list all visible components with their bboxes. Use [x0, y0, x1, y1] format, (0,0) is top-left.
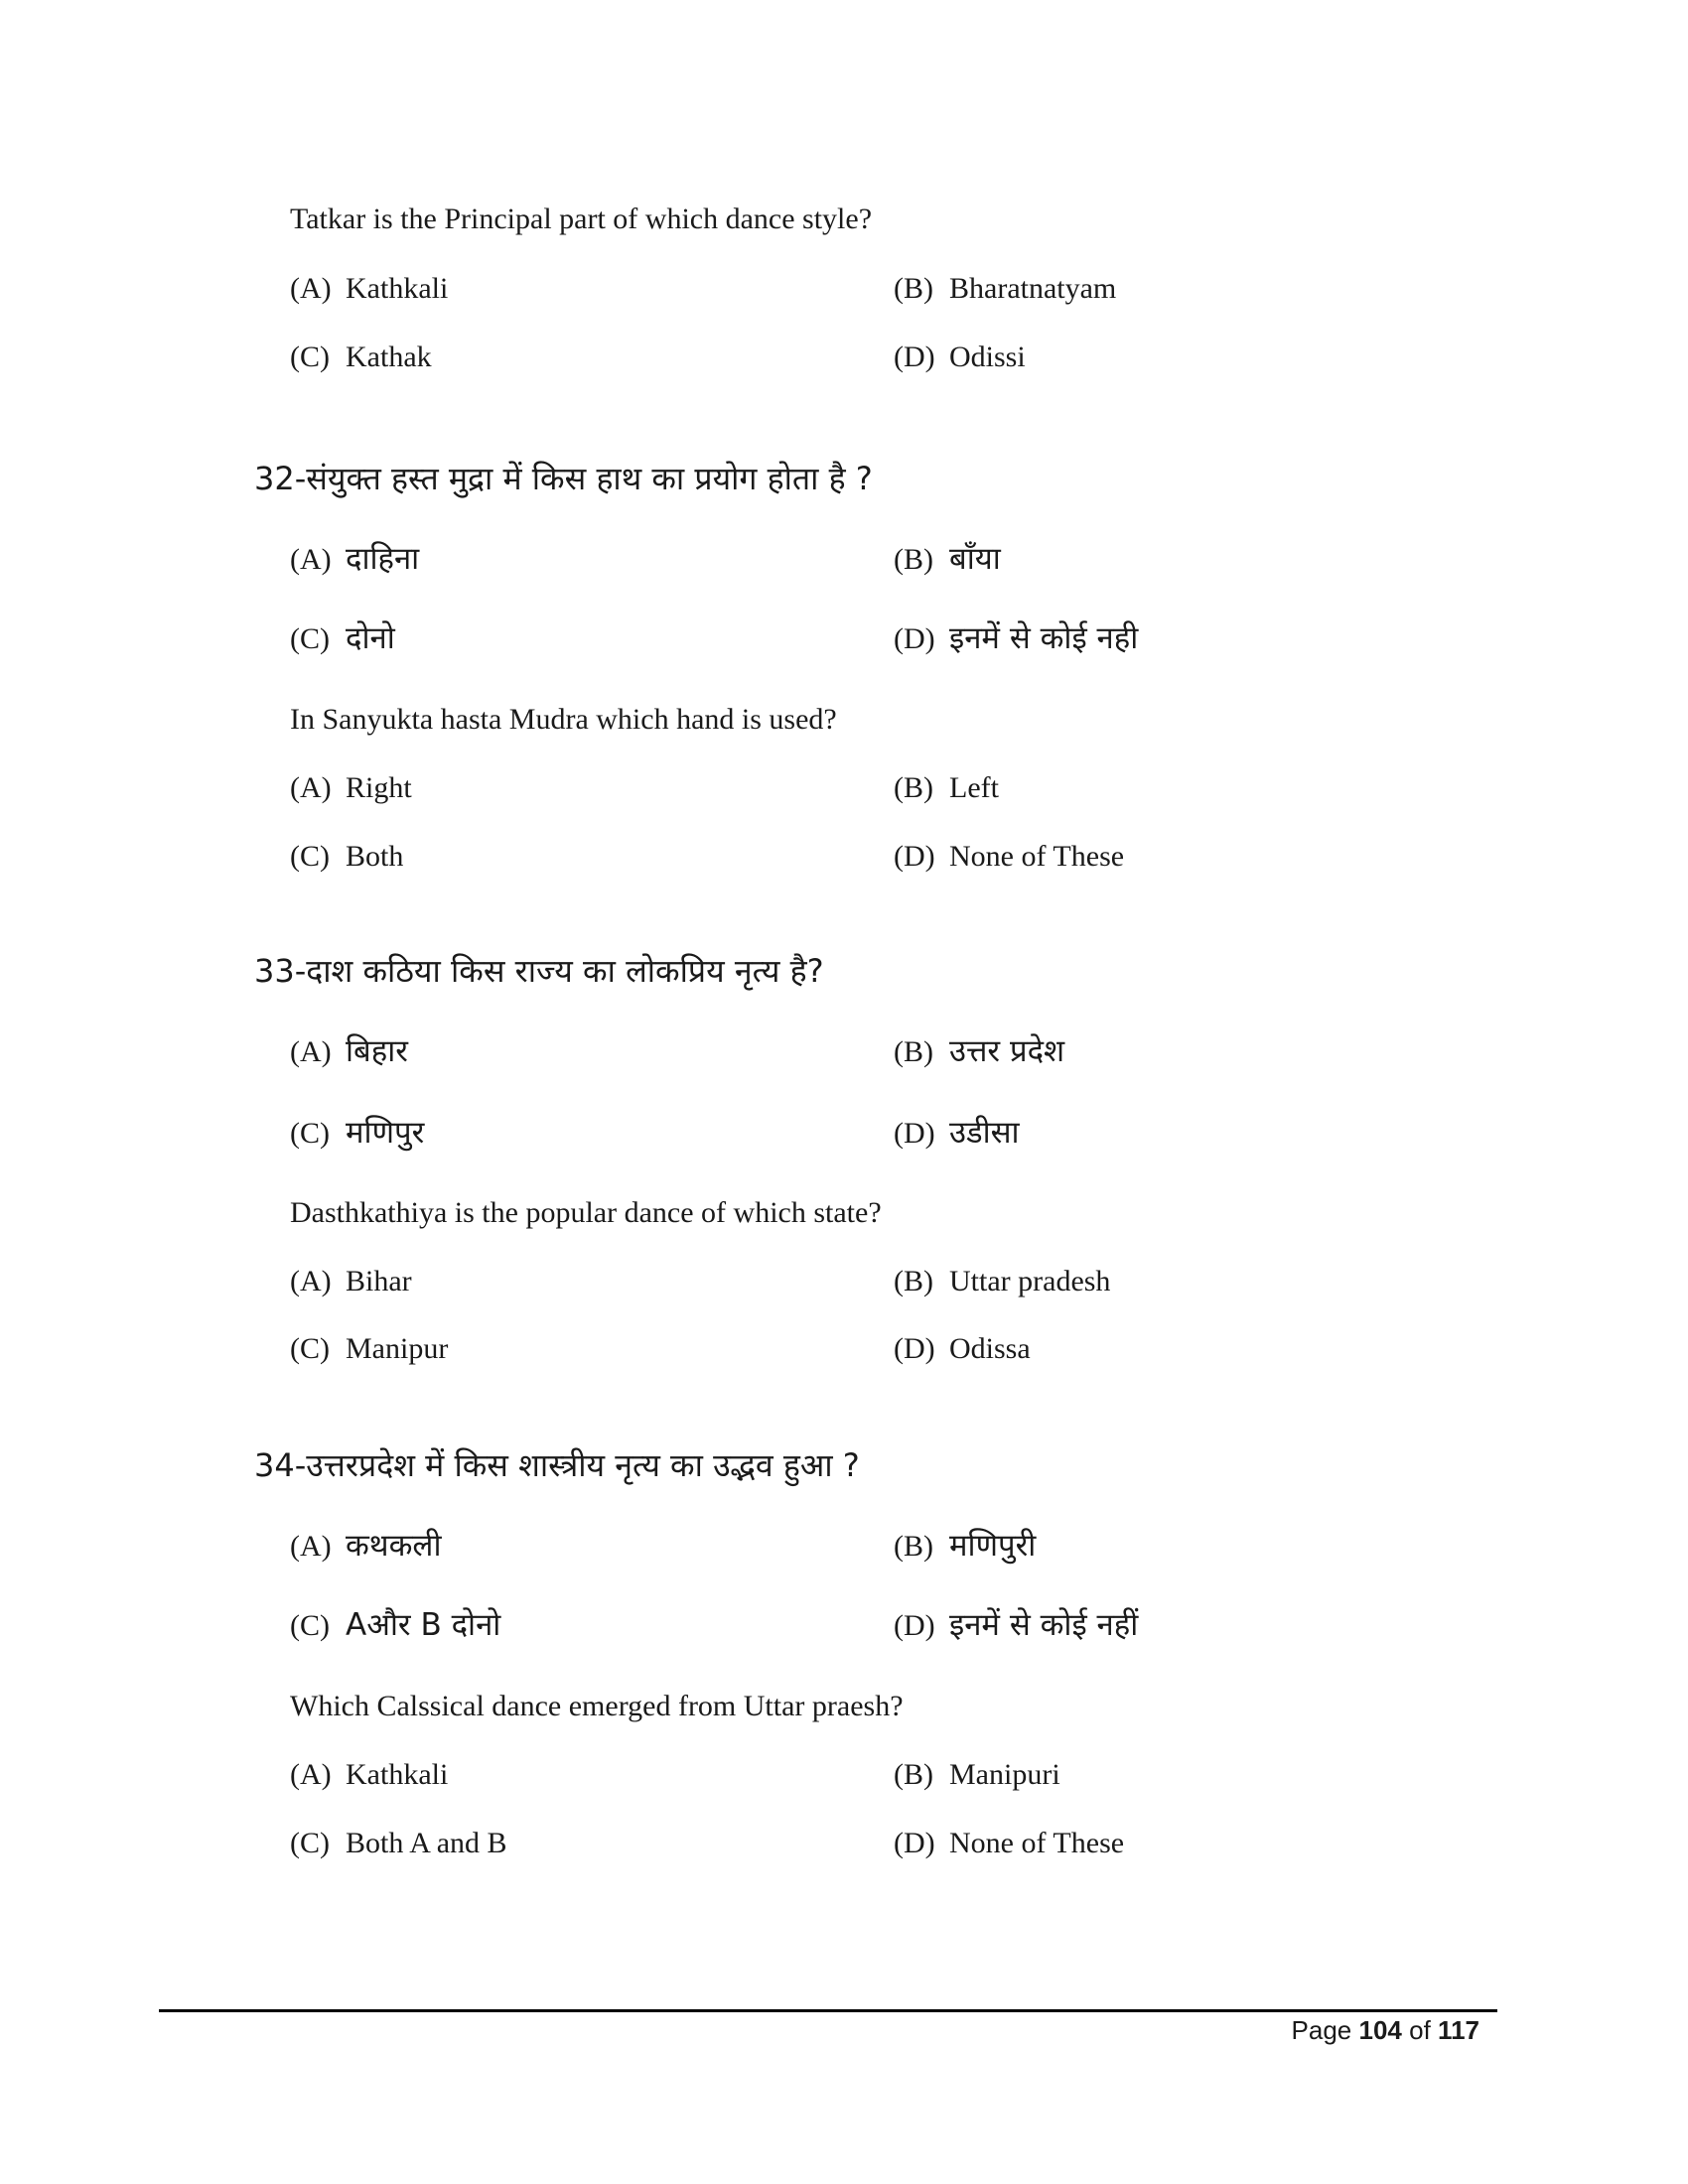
option-letter: (C)	[290, 1332, 330, 1365]
page-number	[1292, 2015, 1479, 2046]
option-text: Right	[346, 771, 412, 804]
option-letter: (D)	[894, 1332, 935, 1365]
option-text: Kathak	[346, 341, 432, 373]
option-c	[290, 842, 403, 872]
option-a	[290, 1267, 412, 1297]
option-letter: (D)	[894, 622, 935, 655]
option-letter: (A)	[290, 771, 332, 804]
option-letter: (A)	[290, 272, 332, 305]
page-label: Page	[1291, 2015, 1352, 2045]
option-text: Both	[346, 840, 404, 873]
question-text-hi: 33-दाश कठिया किस राज्य का लोकप्रिय नृत्य है?	[254, 952, 824, 990]
option-letter: (C)	[290, 840, 330, 873]
option-text: Kathkali	[346, 272, 449, 305]
question-text-hi: 34-उत्तरप्रदेश में किस शास्त्रीय नृत्य का उद्भव हुआ ?	[254, 1446, 860, 1484]
option-text: Aऔर B दोनो	[346, 1607, 501, 1643]
option-text: उडीसा	[949, 1115, 1020, 1151]
total-pages: 117	[1438, 2015, 1479, 2045]
option-d	[894, 1829, 1124, 1858]
option-b	[894, 1760, 1060, 1790]
option-text: उत्तर प्रदेश	[949, 1033, 1065, 1069]
option-text: मणिपुर	[346, 1115, 425, 1151]
question-text-en: Tatkar is the Principal part of which dance style?	[290, 203, 873, 235]
option-b	[894, 1267, 1110, 1297]
option-text: Uttar pradesh	[949, 1265, 1111, 1297]
option-a-hi	[290, 1528, 442, 1564]
option-text: Odissi	[949, 341, 1026, 373]
option-letter: (B)	[894, 272, 933, 305]
option-text: None of These	[949, 840, 1125, 873]
option-b	[894, 773, 999, 803]
option-letter: (B)	[894, 771, 933, 804]
option-b-hi	[894, 1528, 1037, 1564]
option-letter: (D)	[894, 1609, 935, 1642]
option-letter: (B)	[894, 1758, 933, 1791]
option-c	[290, 1829, 507, 1858]
option-text: Manipur	[346, 1332, 449, 1365]
option-b-hi	[894, 1033, 1065, 1069]
option-text: इनमें से कोई नहीं	[949, 1607, 1139, 1643]
option-d	[894, 342, 1026, 372]
option-text: Both A and B	[346, 1827, 507, 1859]
question-text-hi: 32-संयुक्त हस्त मुद्रा में किस हाथ का प्रयोग होता है ?	[254, 460, 873, 497]
option-letter: (B)	[894, 1035, 933, 1068]
option-d-hi	[894, 620, 1139, 656]
option-c-hi	[290, 620, 395, 656]
option-text: मणिपुरी	[949, 1528, 1037, 1564]
option-text: Kathkali	[346, 1758, 449, 1791]
option-letter: (C)	[290, 1609, 330, 1642]
option-text: बिहार	[346, 1033, 408, 1069]
option-text: दोनो	[346, 620, 395, 656]
option-letter: (A)	[290, 1265, 332, 1297]
option-text: Left	[949, 771, 999, 804]
question-text-en: In Sanyukta hasta Mudra which hand is used?	[290, 703, 837, 736]
option-letter: (C)	[290, 1827, 330, 1859]
option-letter: (C)	[290, 341, 330, 373]
option-letter: (D)	[894, 341, 935, 373]
option-d-hi	[894, 1115, 1020, 1151]
option-text: Odissa	[949, 1332, 1031, 1365]
question-text-en: Which Calssical dance emerged from Uttar praesh?	[290, 1690, 904, 1722]
option-letter: (B)	[894, 1530, 933, 1563]
option-text: बाँया	[949, 541, 1001, 577]
option-letter: (A)	[290, 1530, 332, 1563]
footer-divider	[159, 2009, 1497, 2012]
option-c-hi	[290, 1607, 501, 1643]
option-text: Bharatnatyam	[949, 272, 1117, 305]
option-c	[290, 342, 432, 372]
option-a-hi	[290, 1033, 408, 1069]
option-text: दाहिना	[346, 541, 420, 577]
of-label: of	[1409, 2015, 1431, 2045]
option-text: इनमें से कोई नही	[949, 620, 1139, 656]
option-text: Manipuri	[949, 1758, 1060, 1791]
option-letter: (B)	[894, 543, 933, 576]
option-d-hi	[894, 1607, 1139, 1643]
option-text: Bihar	[346, 1265, 412, 1297]
option-letter: (B)	[894, 1265, 933, 1297]
option-b-hi	[894, 541, 1001, 577]
option-letter: (D)	[894, 1827, 935, 1859]
option-letter: (D)	[894, 1117, 935, 1150]
option-letter: (C)	[290, 622, 330, 655]
option-letter: (C)	[290, 1117, 330, 1150]
option-b	[894, 274, 1116, 304]
option-d	[894, 1334, 1031, 1364]
option-a	[290, 1760, 448, 1790]
current-page: 104	[1358, 2015, 1402, 2045]
option-letter: (A)	[290, 1035, 332, 1068]
option-a	[290, 773, 412, 803]
option-a-hi	[290, 541, 420, 577]
option-text: None of These	[949, 1827, 1125, 1859]
option-c	[290, 1334, 448, 1364]
option-a	[290, 274, 448, 304]
option-c-hi	[290, 1115, 425, 1151]
option-letter: (A)	[290, 543, 332, 576]
option-d	[894, 842, 1124, 872]
question-text-en: Dasthkathiya is the popular dance of which state?	[290, 1196, 882, 1229]
option-text: कथकली	[346, 1528, 442, 1564]
option-letter: (D)	[894, 840, 935, 873]
option-letter: (A)	[290, 1758, 332, 1791]
